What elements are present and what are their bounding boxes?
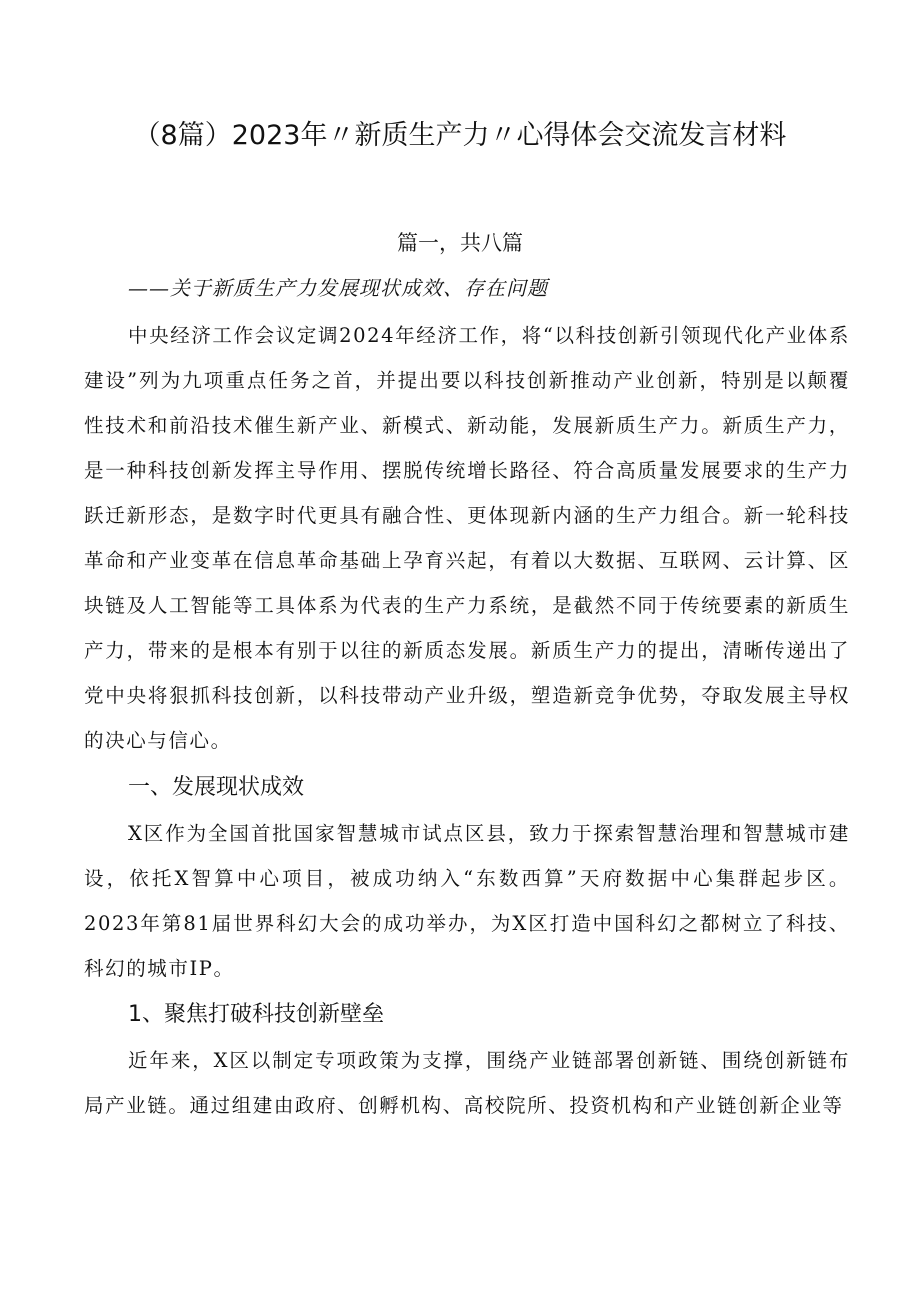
chapter-heading: 篇一，共八篇 [397, 231, 523, 255]
document-title: （8篇）2023年〃新质生产力〃心得体会交流发言材料 [133, 120, 787, 151]
body-paragraph: X区作为全国首批国家智慧城市试点区县，致力于探索智慧治理和智慧城市建设，依托X智算中心项目，被成功纳入“东数西算”天府数据中心集群起步区。2023年第81届世界科幻大会的成功举办，为X区打造中国科幻之都树立了科技、科幻的城市IP。 [84, 822, 850, 980]
document-subtitle: ——关于新质生产力发展现状成效、存在问题 [128, 276, 548, 300]
subsection-heading: 1、聚焦打破科技创新壁垒 [128, 1002, 384, 1027]
section-heading: 一、发展现状成效 [128, 775, 305, 800]
body-paragraph: 中央经济工作会议定调2024年经济工作，将“以科技创新引领现代化产业体系建设”列为九项重点任务之首，并提出要以科技创新推动产业创新，特别是以颠覆性技术和前沿技术催生新产业、新模式、新动能，发展新质生产力。新质生产力，是一种科技创新发挥主导作用、摆脱传统增长路径、符合高质量发展要求的生产力跃迁新形态，是数字时代更具有融合性、更体现新内涵的生产力组合。新一轮科技革命和产业变革在信息革命基础上孕育兴起，有着以大数据、互联网、云计算、区块链及人工智能等工具体系为代表的生产力系统，是截然不同于传统要素的新质生产力，带来的是根本有别于以往的新质态发展。新质生产力的提出，清晰传递出了党中央将狠抓科技创新，以科技带动产业升级，塑造新竞争优势，夺取发展主导权的决心与信心。 [84, 324, 850, 752]
body-paragraph: 近年来，X区以制定专项政策为支撑，围绕产业链部署创新链、围绕创新链布局产业链。通过组建由政府、创孵机构、高校院所、投资机构和产业链创新企业等 [84, 1049, 850, 1117]
